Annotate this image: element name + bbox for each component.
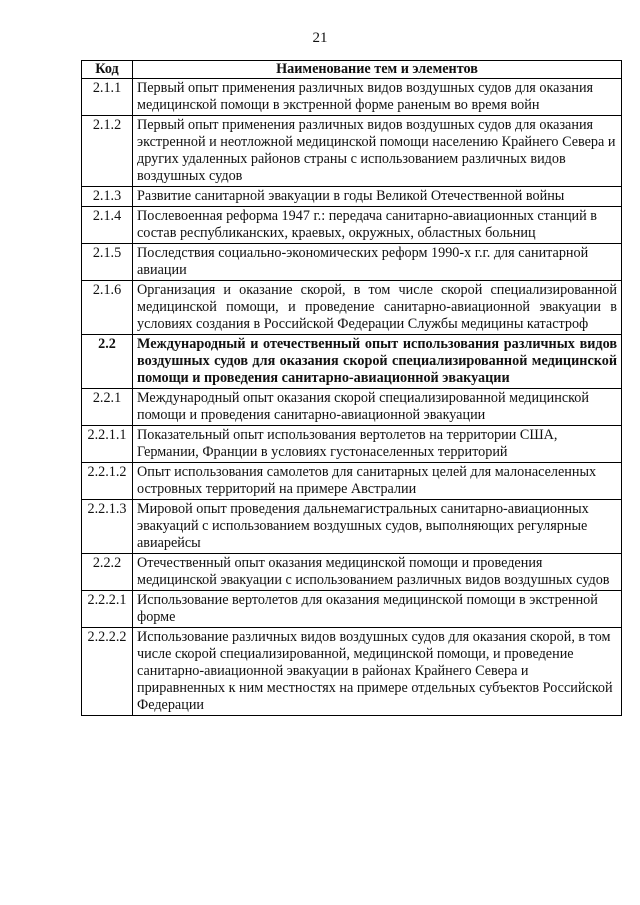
header-code: Код	[82, 61, 133, 79]
table-row	[82, 281, 622, 335]
row-name: Организация и оказание скорой, в том числе скорой специализированной медицинской помощи, и проведение санитарно-авиационной эвакуации в условиях создания в Российской Федерации Службы медицины катастроф	[133, 281, 622, 335]
row-code: 2.2.2.1	[82, 591, 133, 628]
table-row	[82, 591, 622, 628]
row-name: Развитие санитарной эвакуации в годы Великой Отечественной войны	[133, 187, 622, 207]
row-name: Мировой опыт проведения дальнемагистральных санитарно-авиационных эвакуаций с использованием воздушных судов, выполняющих регулярные авиарейсы	[133, 500, 622, 554]
row-name: Опыт использования самолетов для санитарных целей для малонаселенных островных территорий на примере Австралии	[133, 463, 622, 500]
row-name: Послевоенная реформа 1947 г.: передача санитарно-авиационных станций в состав республиканских, краевых, окружных, областных больниц	[133, 207, 622, 244]
table-row	[82, 116, 622, 187]
table-row	[82, 207, 622, 244]
row-name: Показательный опыт использования вертолетов на территории США, Германии, Франции в условиях густонаселенных территорий	[133, 426, 622, 463]
row-code: 2.1.5	[82, 244, 133, 281]
header-name: Наименование тем и элементов	[133, 61, 622, 79]
table-row	[82, 628, 622, 716]
row-name: Первый опыт применения различных видов воздушных судов для оказания медицинской помощи в экстренной форме раненым во время войн	[133, 79, 622, 116]
row-name: Последствия социально-экономических реформ 1990-х г.г. для санитарной авиации	[133, 244, 622, 281]
row-name: Использование различных видов воздушных судов для оказания скорой, в том числе скорой специализированной, медицинской помощи, и проведение санитарно-авиационной эвакуации в районах Крайнего Севера и приравненных к ним местностях на примере отдельных субъектов Российской Федерации	[133, 628, 622, 716]
table-row	[82, 187, 622, 207]
row-name: Международный опыт оказания скорой специализированной медицинской помощи и проведения санитарно-авиационной эвакуации	[133, 389, 622, 426]
row-code: 2.1.6	[82, 281, 133, 335]
table-row	[82, 426, 622, 463]
section-row	[82, 335, 622, 389]
row-name: Использование вертолетов для оказания медицинской помощи в экстренной форме	[133, 591, 622, 628]
table-row	[82, 79, 622, 116]
row-code: 2.1.4	[82, 207, 133, 244]
table-row	[82, 463, 622, 500]
row-code: 2.2.2	[82, 554, 133, 591]
row-code: 2.2.1.3	[82, 500, 133, 554]
row-code: 2.1.1	[82, 79, 133, 116]
row-code: 2.1.2	[82, 116, 133, 187]
section-code: 2.2	[82, 335, 133, 389]
row-code: 2.2.2.2	[82, 628, 133, 716]
row-code: 2.2.1	[82, 389, 133, 426]
row-code: 2.2.1.2	[82, 463, 133, 500]
table-row	[82, 554, 622, 591]
row-name: Отечественный опыт оказания медицинской помощи и проведения медицинской эвакуации с использованием различных видов воздушных судов	[133, 554, 622, 591]
row-name: Первый опыт применения различных видов воздушных судов для оказания экстренной и неотложной медицинской помощи населению Крайнего Севера и других удаленных районов страны с использованием различных видов воздушных судов	[133, 116, 622, 187]
table-row	[82, 244, 622, 281]
table-header-row	[82, 61, 622, 79]
page-number: 21	[312, 30, 328, 46]
row-code: 2.1.3	[82, 187, 133, 207]
row-code: 2.2.1.1	[82, 426, 133, 463]
table-row	[82, 500, 622, 554]
topics-table	[81, 60, 622, 716]
section-name: Международный и отечественный опыт использования различных видов воздушных судов для оказания скорой специализированной медицинской помощи и проведения санитарно-авиационной эвакуации	[133, 335, 622, 389]
table-row	[82, 389, 622, 426]
